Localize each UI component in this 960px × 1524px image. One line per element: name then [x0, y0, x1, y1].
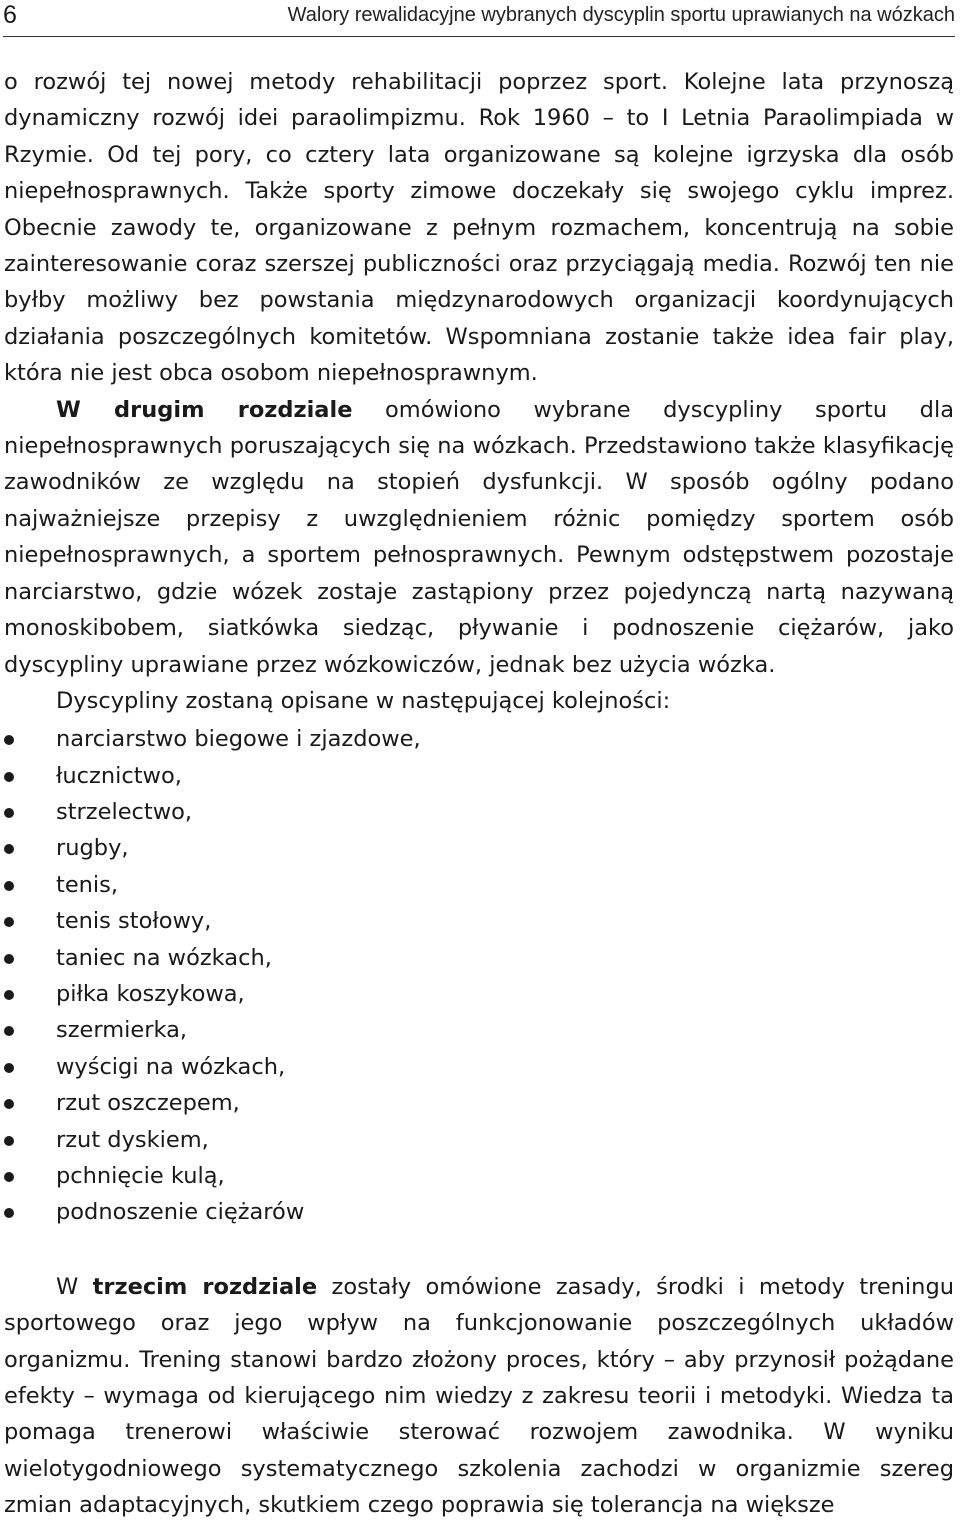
- running-head: Walory rewalidacyjne wybranych dyscyplin sportu uprawianych na wózkach: [287, 4, 955, 26]
- paragraph-chapter-two: [4, 392, 954, 683]
- list-item-label: szermierka,: [56, 1017, 188, 1044]
- discipline-list: [4, 721, 954, 1230]
- bullet-icon: [4, 954, 14, 964]
- chapter-three-lead: trzecim rozdziale: [92, 1273, 318, 1300]
- bullet-icon: [4, 917, 14, 927]
- list-item: [4, 1085, 954, 1121]
- list-item: [4, 1158, 954, 1194]
- list-item-label: piłka koszykowa,: [56, 981, 245, 1008]
- list-item-label: tenis,: [56, 871, 119, 898]
- list-item-label: narciarstwo biegowe i zjazdowe,: [56, 726, 421, 753]
- list-item-label: pchnięcie kulą,: [56, 1163, 225, 1189]
- paragraph-intro: [4, 64, 954, 392]
- list-item: [4, 1049, 954, 1085]
- page-body: [4, 64, 954, 1524]
- list-item: [4, 1194, 954, 1230]
- chapter-three-text: zostały omówione zasady, środki i metody treningu sportowego oraz jego wpływ na funkcjonowanie poszczególnych układów organizmu. Trening stanowi bardzo złożony proces, który – aby przynosił pożądane efekty – wymaga od kierującego nim wiedzy z zakresu teorii i metodyki. Wiedza ta pomaga trenerowi właściwie sterować rozwojem zawodnika. W wyniku wielotygodniowego systematycznego szkolenia zachodzi w organizmie szereg zmian adaptacyjnych, skutkiem czego poprawia się tolerancja na większe: [4, 1273, 954, 1519]
- paragraph-list-intro: Dyscypliny zostaną opisane w następującej kolejności:: [56, 687, 671, 714]
- chapter-three-prefix: W: [56, 1273, 93, 1300]
- paragraph-chapter-three: [4, 1269, 954, 1524]
- list-item-label: wyścigi na wózkach,: [56, 1053, 286, 1080]
- list-item-label: podnoszenie ciężarów: [56, 1199, 305, 1226]
- section-spacer: [4, 1231, 954, 1269]
- list-item: [4, 1012, 954, 1048]
- list-item: [4, 1122, 954, 1158]
- bullet-icon: [4, 735, 14, 745]
- bullet-icon: [4, 881, 14, 891]
- list-item: [4, 830, 954, 866]
- paragraph-intro-part2: Obecnie zawody te, organizowane z pełnym rozmachem, koncentrują na sobie zainteresowanie coraz szerszej publiczności oraz przyciągają media. Rozwój ten nie byłby możliwy bez powstania międzynarodowych organizacji koordynujących działania poszczególnych komitetów. Wspomniana zostanie także idea fair play, która nie jest obca osobom niepełnosprawnym.: [4, 214, 954, 387]
- bullet-icon: [4, 1172, 14, 1182]
- bullet-icon: [4, 990, 14, 1000]
- page-header: [3, 0, 955, 37]
- list-item: [4, 940, 954, 976]
- list-item-label: łucznictwo,: [56, 762, 182, 789]
- list-item-label: strzelectwo,: [56, 799, 193, 826]
- list-item-label: tenis stołowy,: [56, 908, 212, 935]
- list-item: [4, 794, 954, 830]
- list-item-label: taniec na wózkach,: [56, 944, 272, 971]
- chapter-two-text: omówiono wybrane dyscypliny sportu dla niepełnosprawnych poruszających się na wózkach. Przedstawiono także klasyfikację zawodników ze względu na stopień dysfunkcji. W sposób ogólny podano najważniejsze przepisy z uwzględnieniem różnic pomiędzy sportem osób niepełnosprawnych, a sportem pełnosprawnych. Pewnym odstępstwem pozostaje narciarstwo, gdzie wózek zostaje zastąpiony przez pojedynczą nartą nazywaną monoskibobem, siatkówka siedząc, pływanie i podnoszenie ciężarów, jako dyscypliny uprawiane przez wózkowiczów, jednak bez użycia wózka.: [4, 396, 954, 678]
- bullet-icon: [4, 1208, 14, 1218]
- paragraph-intro-part1: o rozwój tej nowej metody rehabilitacji poprzez sport. Kolejne lata przynoszą dynamiczny rozwój idei paraolimpizmu. Rok 1960 – to I Letnia Paraolimpiada w Rzymie. Od tej pory, co cztery lata organizowane są kolejne igrzyska dla osób niepełnosprawnych. Także sporty zimowe doczekały się swojego cyklu imprez.: [4, 69, 954, 205]
- page-number: 6: [3, 1, 17, 29]
- list-item: [4, 867, 954, 903]
- bullet-icon: [4, 808, 14, 818]
- bullet-icon: [4, 772, 14, 782]
- list-item: [4, 721, 954, 757]
- chapter-two-lead: W drugim rozdziale: [56, 396, 353, 423]
- bullet-icon: [4, 1136, 14, 1146]
- list-item-label: rugby,: [56, 835, 129, 862]
- bullet-icon: [4, 1099, 14, 1109]
- list-item-label: rzut oszczepem,: [56, 1090, 240, 1117]
- bullet-icon: [4, 1026, 14, 1036]
- list-item: [4, 976, 954, 1012]
- list-item: [4, 758, 954, 794]
- bullet-icon: [4, 844, 14, 854]
- list-item-label: rzut dyskiem,: [56, 1126, 209, 1153]
- list-item: [4, 903, 954, 939]
- bullet-icon: [4, 1063, 14, 1073]
